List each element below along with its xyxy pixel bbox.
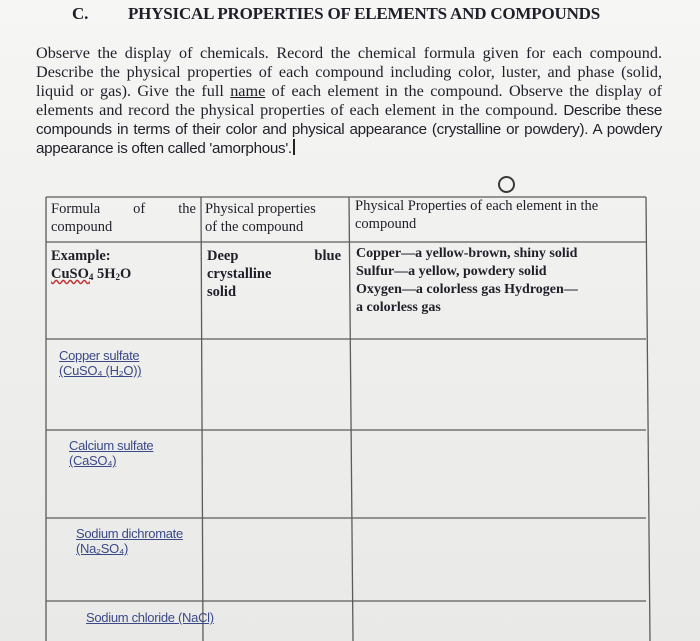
drag-handle-circle[interactable] bbox=[498, 176, 515, 193]
answer-cell[interactable] bbox=[205, 520, 349, 599]
instructions-paragraph bbox=[36, 44, 662, 158]
example-formula-cell bbox=[51, 247, 196, 286]
text-cursor bbox=[293, 139, 295, 155]
answer-cell[interactable] bbox=[354, 341, 644, 428]
row-sodium-chloride[interactable]: Sodium chloride (NaCl) bbox=[86, 610, 214, 625]
instructions-part2: of each element in the compound. Observe the display of elements and record the physical properties of each element in the compound. bbox=[36, 82, 663, 119]
section-letter: C. bbox=[72, 4, 89, 23]
instructions-underlined-word: name bbox=[230, 82, 266, 100]
row-sodium-dichromate[interactable]: Sodium dichromate (Na₂SO₄) bbox=[76, 526, 183, 556]
header-compound-properties: Physical properties of the compound bbox=[205, 201, 316, 235]
row-copper-sulfate[interactable]: Copper sulfate (CuSO₄ (H₂O)) bbox=[59, 348, 142, 378]
answer-cell[interactable] bbox=[205, 432, 349, 516]
header-element-properties: Physical Properties of each element in the compound bbox=[355, 198, 599, 232]
example-elements-cell: Copper—a yellow-brown, shiny solid Sulfur—a yellow, powdery solid Oxygen—a colorless gas Hydrogen— a colorless gas bbox=[356, 246, 578, 315]
answer-cell[interactable] bbox=[205, 603, 349, 639]
example-properties-cell: Deep blue crystalline solid bbox=[207, 248, 341, 300]
answer-cell[interactable] bbox=[354, 603, 644, 639]
header-formula: Formula of the compound bbox=[51, 201, 196, 235]
row-calcium-sulfate[interactable]: Calcium sulfate (CaSO₄) bbox=[69, 438, 154, 468]
answer-cell[interactable] bbox=[354, 520, 644, 599]
instructions-part3: Describe these compounds in terms of their color and physical appearance (crystalline or powdery). A powdery appearance is often called 'amorphous'. bbox=[36, 102, 662, 157]
answer-cell[interactable] bbox=[354, 432, 644, 516]
instructions-part1: Observe the display of chemicals. Record the chemical formula given for each compound. Describe the physical properties of each compound including color, luster, and phase (solid, liquid or gas). Give the full bbox=[36, 44, 662, 100]
example-label: Example: bbox=[51, 248, 111, 264]
answer-cell[interactable] bbox=[205, 341, 349, 428]
example-formula: CuSO$_4$ $5H_2O$ bbox=[51, 266, 132, 282]
section-title: PHYSICAL PROPERTIES OF ELEMENTS AND COMPOUNDS bbox=[128, 4, 600, 23]
section-heading bbox=[72, 4, 600, 24]
